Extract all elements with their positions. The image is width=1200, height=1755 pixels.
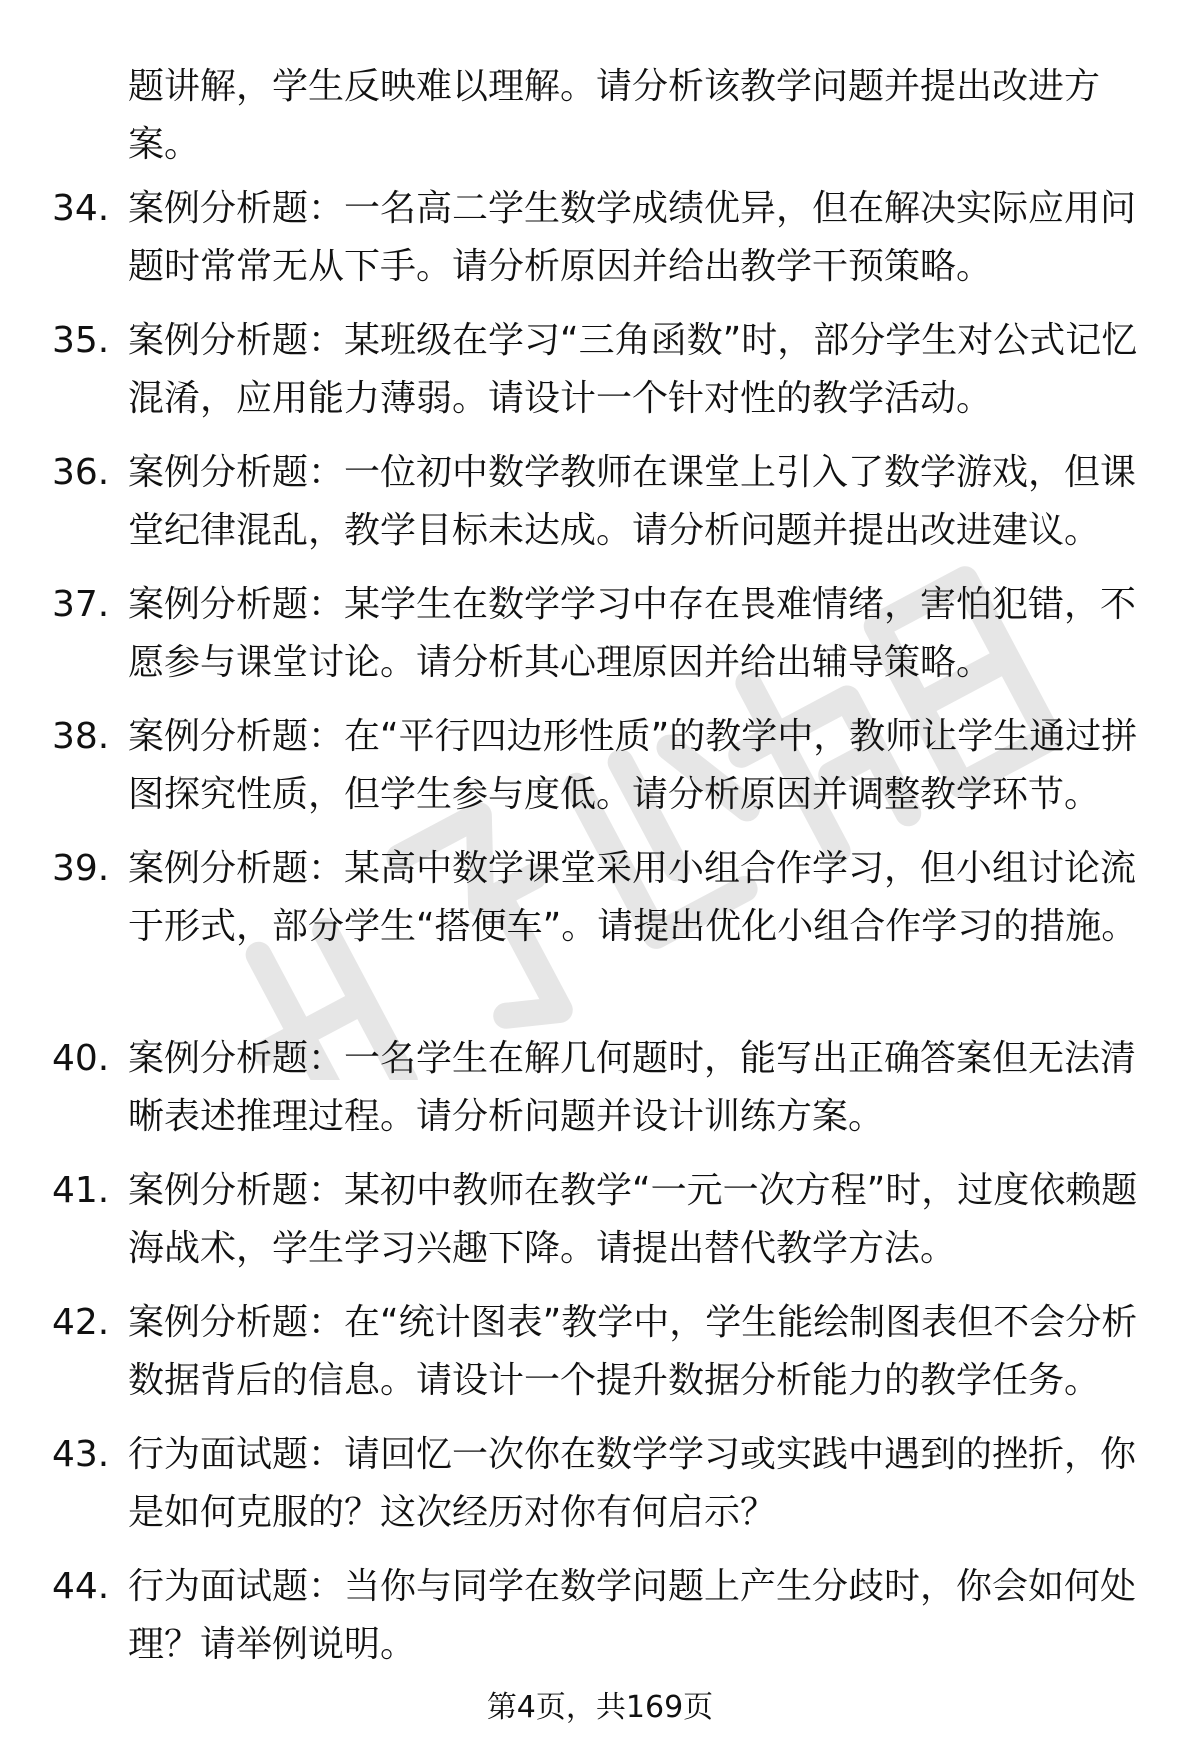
question-text: 案例分析题：一名学生在解几何题时，能写出正确答案但无法清晰表述推理过程。请分析问题并设计训练方案。 — [128, 1038, 1137, 1137]
question-number: 37. — [52, 584, 110, 625]
question-list — [0, 180, 1200, 1690]
question-number: 34. — [52, 188, 110, 229]
continued-question-text: 题讲解，学生反映难以理解。请分析该教学问题并提出改进方案。 — [128, 66, 1101, 165]
question-number: 44. — [52, 1566, 110, 1607]
question-text: 案例分析题：某高中数学课堂采用小组合作学习，但小组讨论流于形式，部分学生“搭便车”。请提出优化小组合作学习的措施。 — [128, 848, 1138, 947]
question-number: 43. — [52, 1434, 110, 1475]
list-item — [0, 180, 1200, 296]
question-number: 39. — [52, 848, 110, 889]
list-item — [0, 1294, 1200, 1410]
question-text: 行为面试题：请回忆一次你在数学学习或实践中遇到的挫折，你是如何克服的？这次经历对你有何启示？ — [128, 1434, 1137, 1533]
question-text: 案例分析题：一位初中数学教师在课堂上引入了数学游戏，但课堂纪律混乱，教学目标未达成。请分析问题并提出改进建议。 — [128, 452, 1137, 551]
question-text: 案例分析题：在“平行四边形性质”的教学中，教师让学生通过拼图探究性质，但学生参与度低。请分析原因并调整教学环节。 — [128, 716, 1138, 815]
question-text: 行为面试题：当你与同学在数学问题上产生分歧时，你会如何处理？请举例说明。 — [128, 1566, 1137, 1665]
list-item — [0, 708, 1200, 824]
list-item — [0, 1030, 1200, 1146]
question-number: 41. — [52, 1170, 110, 1211]
question-text: 案例分析题：某班级在学习“三角函数”时，部分学生对公式记忆混淆，应用能力薄弱。请设计一个针对性的教学活动。 — [128, 320, 1138, 419]
question-number: 42. — [52, 1302, 110, 1343]
question-number: 40. — [52, 1038, 110, 1079]
question-number: 36. — [52, 452, 110, 493]
list-item — [0, 1162, 1200, 1278]
list-item — [0, 840, 1200, 1014]
question-text: 案例分析题：在“统计图表”教学中，学生能绘制图表但不会分析数据背后的信息。请设计一个提升数据分析能力的教学任务。 — [128, 1302, 1138, 1401]
question-number: 38. — [52, 716, 110, 757]
page-footer: 第4页，共169页 — [486, 1690, 714, 1725]
question-text: 案例分析题：某初中教师在教学“一元一次方程”时，过度依赖题海战术，学生学习兴趣下降。请提出替代教学方法。 — [128, 1170, 1138, 1269]
question-text: 案例分析题：一名高二学生数学成绩优异，但在解决实际应用问题时常常无从下手。请分析原因并给出教学干预策略。 — [128, 188, 1137, 287]
list-item — [0, 1558, 1200, 1674]
list-item — [0, 312, 1200, 428]
question-number: 35. — [52, 320, 110, 361]
question-text: 案例分析题：某学生在数学学习中存在畏难情绪，害怕犯错，不愿参与课堂讨论。请分析其心理原因并给出辅导策略。 — [128, 584, 1137, 683]
list-item — [0, 576, 1200, 692]
list-item — [0, 1426, 1200, 1542]
list-item — [0, 444, 1200, 560]
